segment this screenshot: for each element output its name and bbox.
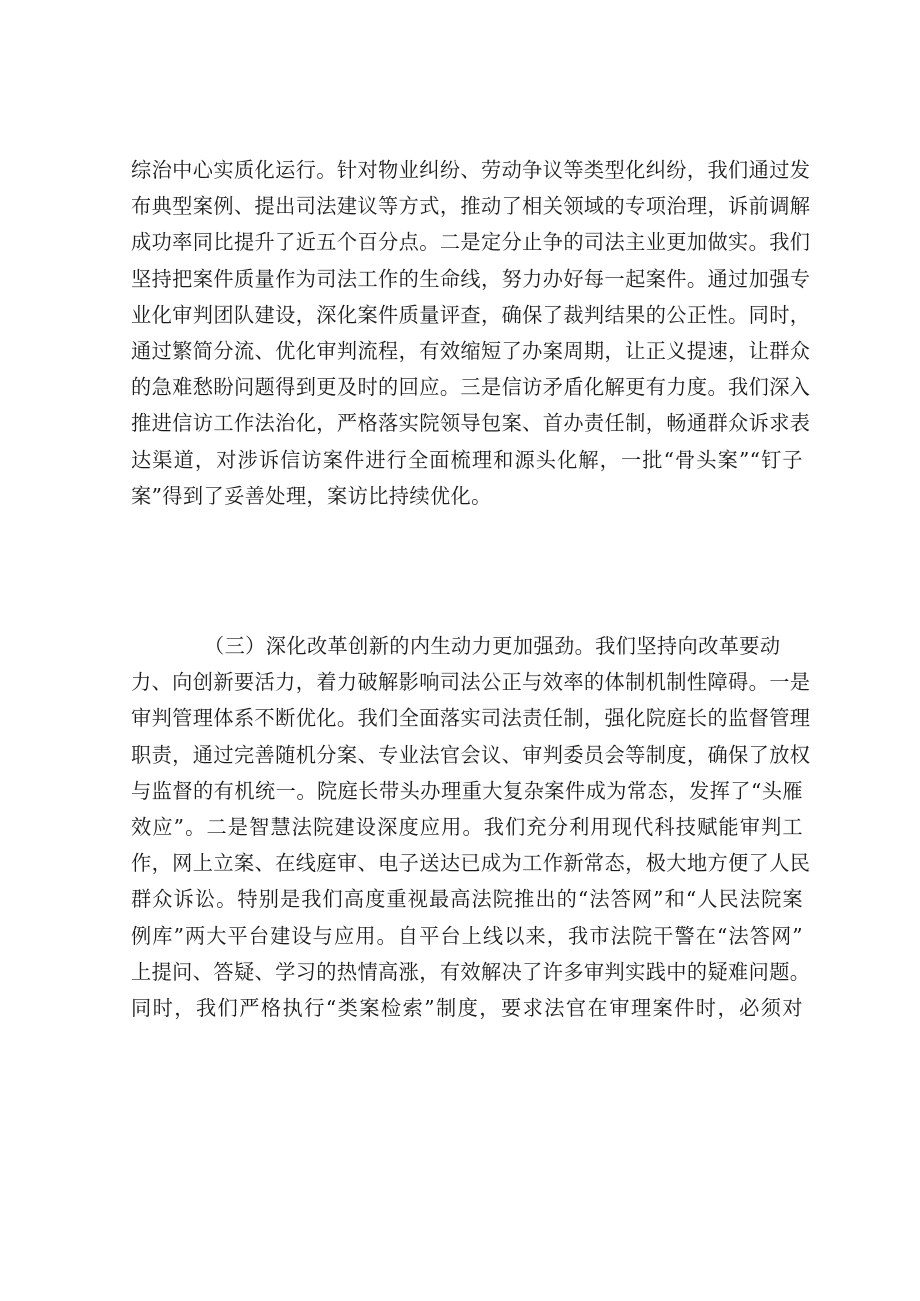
text-line: 例库”两大平台建设与应用。自平台上线以来，我市法院干警在“法答网” [131, 923, 803, 948]
text-line: 审判管理体系不断优化。我们全面落实司法责任制，强化院庭长的监督管理 [131, 706, 811, 731]
text-line: 成功率同比提升了近五个百分点。二是定分止争的司法主业更加做实。我们 [131, 230, 811, 255]
text-line: 与监督的有机统一。院庭长带头办理重大复杂案件成为常态，发挥了“头雁 [131, 778, 803, 803]
text-line: 坚持把案件质量作为司法工作的生命线，努力办好每一起案件。通过加强专 [131, 266, 811, 291]
text-line: （三）深化改革创新的内生动力更加强劲。我们坚持向改革要动 [204, 634, 781, 658]
text-line: 职责，通过完善随机分案、专业法官会议、审判委员会等制度，确保了放权 [131, 742, 811, 767]
text-line: 推进信访工作法治化，严格落实院领导包案、首办责任制，畅通群众诉求表 [131, 411, 811, 436]
text-line: 达渠道，对涉诉信访案件进行全面梳理和源头化解，一批“骨头案”“钉子 [131, 447, 803, 472]
text-line: 上提问、答疑、学习的热情高涨，有效解决了许多审判实践中的疑难问题。 [131, 959, 811, 984]
text-line: 布典型案例、提出司法建议等方式，推动了相关领域的专项治理，诉前调解 [131, 194, 811, 219]
text-line: 业化审判团队建设，深化案件质量评查，确保了裁判结果的公正性。同时， [131, 302, 811, 327]
text-line: 的急难愁盼问题得到更及时的回应。三是信访矛盾化解更有力度。我们深入 [131, 375, 811, 400]
text-line: 群众诉讼。特别是我们高度重视最高法院推出的“法答网”和“人民法院案 [131, 887, 803, 912]
paragraph-2 [131, 628, 811, 1026]
text-line: 通过繁简分流、优化审判流程，有效缩短了办案周期，让正义提速，让群众 [131, 338, 811, 363]
paragraph-1 [131, 152, 811, 514]
text-line: 案”得到了妥善处理，案访比持续优化。 [131, 483, 492, 508]
text-line: 作，网上立案、在线庭审、电子送达已成为工作新常态，极大地方便了人民 [131, 851, 811, 876]
text-line: 力、向创新要活力，着力破解影响司法公正与效率的体制机制性障碍。一是 [131, 670, 811, 695]
text-line: 综治中心实质化运行。针对物业纠纷、劳动争议等类型化纠纷，我们通过发 [131, 158, 811, 182]
text-line: 效应”。二是智慧法院建设深度应用。我们充分利用现代科技赋能审判工 [131, 814, 803, 839]
text-line: 同时，我们严格执行“类案检索”制度，要求法官在审理案件时，必须对 [131, 995, 803, 1020]
